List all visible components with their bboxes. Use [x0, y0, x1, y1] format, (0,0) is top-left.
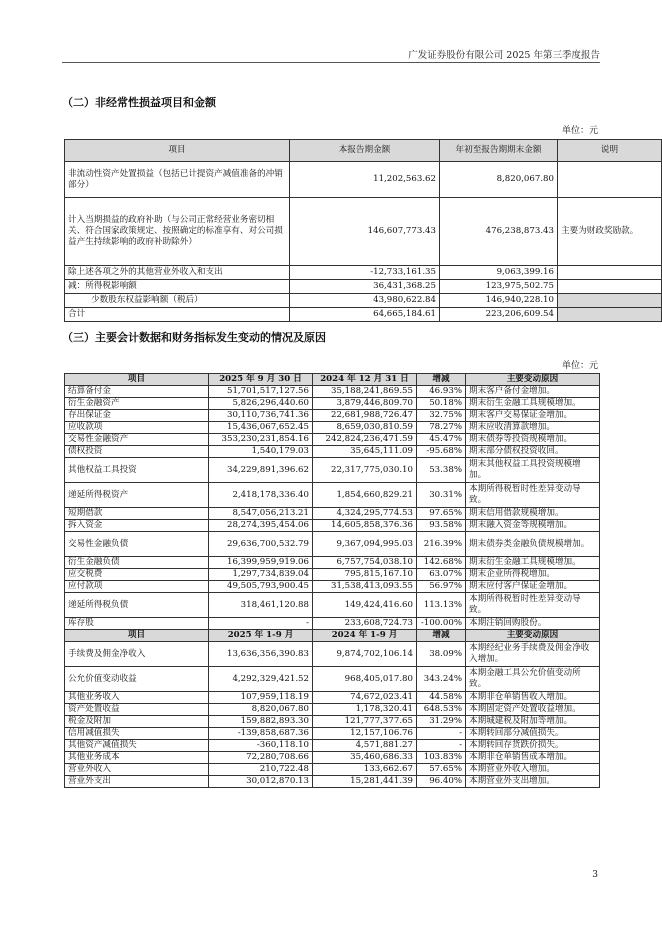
value-prior-cell: 31,538,413,093.55: [313, 581, 417, 593]
table-row: [65, 458, 600, 483]
table-row: [65, 716, 600, 728]
item-cell: 资产处置收益: [65, 704, 209, 716]
value-current-cell: -360,118.10: [209, 740, 313, 752]
table-row: [65, 280, 662, 294]
value-prior-cell: 22,317,775,030.10: [313, 458, 417, 483]
reason-cell: 期末其他权益工具投资规模增加。: [466, 458, 600, 483]
reason-cell: 期末衍生金融工具规模增加。: [466, 398, 600, 410]
value-current-cell: 4,292,329,421.52: [209, 667, 313, 692]
column-header: 说明: [558, 140, 662, 162]
item-cell: 信用减值损失: [65, 728, 209, 740]
table-header-row: [65, 374, 600, 386]
note-cell: [558, 162, 662, 198]
table-row: [65, 752, 600, 764]
table-row: [65, 581, 600, 593]
table-row: [65, 764, 600, 776]
value-current-cell: 159,882,893.30: [209, 716, 313, 728]
item-cell: 营业外收入: [65, 764, 209, 776]
change-cell: 78.27%: [417, 422, 466, 434]
table-row: [65, 386, 600, 398]
item-cell: 债权投资: [65, 446, 209, 458]
ytd-cell: 223,206,609.54: [440, 308, 558, 322]
reason-cell: 期末客户交易保证金增加。: [466, 410, 600, 422]
change-cell: 63.07%: [417, 569, 466, 581]
section3-title: （三）主要会计数据和财务指标发生变动的情况及原因: [62, 331, 326, 344]
column-header: 2025 年 1-9 月: [209, 630, 313, 642]
item-cell: 应付款项: [65, 581, 209, 593]
page-number: 3: [592, 870, 598, 880]
ytd-cell: 476,238,873.43: [440, 198, 558, 266]
change-cell: 343.24%: [417, 667, 466, 692]
value-prior-cell: 149,424,416.60: [313, 593, 417, 618]
column-header: 项目: [65, 140, 290, 162]
change-cell: 113.13%: [417, 593, 466, 618]
table-row: [65, 728, 600, 740]
reason-cell: 本期所得税暂时性差异变动导致。: [466, 593, 600, 618]
item-cell: 其他权益工具投资: [65, 458, 209, 483]
table-row: [65, 508, 600, 520]
value-prior-cell: 1,178,320.41: [313, 704, 417, 716]
value-prior-cell: 74,672,023.41: [313, 692, 417, 704]
ytd-cell: 8,820,067.80: [440, 162, 558, 198]
value-prior-cell: 35,188,241,869.55: [313, 386, 417, 398]
change-cell: 57.65%: [417, 764, 466, 776]
value-current-cell: 210,722.48: [209, 764, 313, 776]
table-row: [65, 557, 600, 569]
item-cell: 计入当期损益的政府补助（与公司正常经营业务密切相关、符合国家政策规定、按照确定的标准享有、对公司损益产生持续影响的政府补助除外）: [65, 198, 290, 266]
change-cell: 97.65%: [417, 508, 466, 520]
changes-table: [64, 373, 600, 788]
value-prior-cell: 9,367,094,995.03: [313, 532, 417, 557]
current-period-cell: 146,607,773.43: [290, 198, 440, 266]
table-row: [65, 162, 662, 198]
item-cell: 除上述各项之外的其他营业外收入和支出: [65, 266, 290, 280]
column-header: 年初至报告期期末金额: [440, 140, 558, 162]
change-cell: 53.38%: [417, 458, 466, 483]
reason-cell: 本期转回存货跌价损失。: [466, 740, 600, 752]
value-current-cell: 5,826,296,440.60: [209, 398, 313, 410]
table-row: [65, 483, 600, 508]
change-cell: 45.47%: [417, 434, 466, 446]
ytd-cell: 9,063,399.16: [440, 266, 558, 280]
value-prior-cell: 15,281,441.39: [313, 776, 417, 788]
item-cell: 衍生金融资产: [65, 398, 209, 410]
change-cell: 46.93%: [417, 386, 466, 398]
item-cell: 交易性金融资产: [65, 434, 209, 446]
value-current-cell: 318,461,120.88: [209, 593, 313, 618]
reason-cell: 本期所得税暂时性差异变动导致。: [466, 483, 600, 508]
item-cell: 其他业务收入: [65, 692, 209, 704]
item-cell: 库存股: [65, 618, 209, 630]
reason-cell: 本期营业外支出增加。: [466, 776, 600, 788]
item-cell: 其他业务成本: [65, 752, 209, 764]
table-row: [65, 520, 600, 532]
value-current-cell: 2,418,178,336.40: [209, 483, 313, 508]
table-row: [65, 569, 600, 581]
table-row: [65, 704, 600, 716]
item-cell: 递延所得税负债: [65, 593, 209, 618]
reason-cell: 本期金融工具公允价值变动所致。: [466, 667, 600, 692]
value-current-cell: 8,820,067.80: [209, 704, 313, 716]
column-header: 项目: [65, 374, 209, 386]
reason-cell: 期末部分债权投资收回。: [466, 446, 600, 458]
table-row: [65, 446, 600, 458]
value-prior-cell: 35,645,111.09: [313, 446, 417, 458]
reason-cell: 期末债券类金融负债规模增加。: [466, 532, 600, 557]
reason-cell: 本期注销回购股份。: [466, 618, 600, 630]
item-cell: 应收款项: [65, 422, 209, 434]
column-header: 主要变动原因: [466, 374, 600, 386]
note-cell: [558, 266, 662, 280]
column-header: 增减: [417, 374, 466, 386]
column-header: 项目: [65, 630, 209, 642]
item-cell: 递延所得税资产: [65, 483, 209, 508]
value-prior-cell: 3,879,446,809.70: [313, 398, 417, 410]
table-row: [65, 532, 600, 557]
item-cell: 合计: [65, 308, 290, 322]
reason-cell: 期末信用借款规模增加。: [466, 508, 600, 520]
value-prior-cell: 35,460,686.33: [313, 752, 417, 764]
note-cell: [558, 294, 662, 308]
change-cell: -100.00%: [417, 618, 466, 630]
table-row: [65, 266, 662, 280]
value-current-cell: 30,012,870.13: [209, 776, 313, 788]
value-prior-cell: 4,571,881.27: [313, 740, 417, 752]
column-header: 2024 年 1-9 月: [313, 630, 417, 642]
change-cell: 216.39%: [417, 532, 466, 557]
reason-cell: 期末应收清算款增加。: [466, 422, 600, 434]
reason-cell: 期末客户备付金增加。: [466, 386, 600, 398]
nonrecurring-table: [64, 139, 662, 322]
table-row: [65, 434, 600, 446]
value-current-cell: 353,230,231,854.16: [209, 434, 313, 446]
item-cell: 交易性金融负债: [65, 532, 209, 557]
current-period-cell: 64,665,184.61: [290, 308, 440, 322]
value-prior-cell: 242,824,236,471.59: [313, 434, 417, 446]
value-current-cell: 29,636,700,532.79: [209, 532, 313, 557]
change-cell: -95.68%: [417, 446, 466, 458]
value-current-cell: 1,540,179.03: [209, 446, 313, 458]
value-current-cell: 30,110,736,741.36: [209, 410, 313, 422]
value-current-cell: 51,701,517,127.56: [209, 386, 313, 398]
table-row: [65, 308, 662, 322]
change-cell: 103.83%: [417, 752, 466, 764]
value-prior-cell: 8,659,030,810.59: [313, 422, 417, 434]
current-period-cell: -12,733,161.35: [290, 266, 440, 280]
item-cell: 减：所得税影响额: [65, 280, 290, 294]
value-current-cell: 28,274,395,454.06: [209, 520, 313, 532]
value-current-cell: 15,436,067,652.45: [209, 422, 313, 434]
table-header-row: [65, 630, 600, 642]
value-current-cell: 1,297,734,839.04: [209, 569, 313, 581]
reason-cell: 本期固定资产处置收益增加。: [466, 704, 600, 716]
table-row: [65, 198, 662, 266]
change-cell: 32.75%: [417, 410, 466, 422]
reason-cell: 本期城建税及附加等增加。: [466, 716, 600, 728]
value-current-cell: 34,229,891,396.62: [209, 458, 313, 483]
reason-cell: 本期非仓单销售成本增加。: [466, 752, 600, 764]
item-cell: 短期借款: [65, 508, 209, 520]
table-row: [65, 776, 600, 788]
header-divider: [62, 62, 600, 63]
item-cell: 结算备付金: [65, 386, 209, 398]
value-prior-cell: 12,157,106.76: [313, 728, 417, 740]
table-row: [65, 593, 600, 618]
table-row: [65, 740, 600, 752]
current-period-cell: 11,202,563.62: [290, 162, 440, 198]
column-header: 2025 年 9 月 30 日: [209, 374, 313, 386]
reason-cell: 期末债券等投资规模增加。: [466, 434, 600, 446]
reason-cell: 本期营业外收入增加。: [466, 764, 600, 776]
value-current-cell: 107,959,118.19: [209, 692, 313, 704]
value-prior-cell: 4,324,295,774.53: [313, 508, 417, 520]
item-cell: 衍生金融负债: [65, 557, 209, 569]
change-cell: 648.53%: [417, 704, 466, 716]
column-header: 主要变动原因: [466, 630, 600, 642]
current-period-cell: 43,980,622.84: [290, 294, 440, 308]
value-prior-cell: 133,662.67: [313, 764, 417, 776]
value-current-cell: -139,858,687.36: [209, 728, 313, 740]
value-prior-cell: 233,608,724.73: [313, 618, 417, 630]
value-prior-cell: 14,605,858,376.36: [313, 520, 417, 532]
note-cell: [558, 280, 662, 294]
item-cell: 税金及附加: [65, 716, 209, 728]
value-current-cell: 13,636,356,390.83: [209, 642, 313, 667]
reason-cell: 期末应付客户保证金增加。: [466, 581, 600, 593]
item-cell: 应交税费: [65, 569, 209, 581]
change-cell: 50.18%: [417, 398, 466, 410]
item-cell: 其他资产减值损失: [65, 740, 209, 752]
change-cell: -: [417, 728, 466, 740]
reason-cell: 期末企业所得税增加。: [466, 569, 600, 581]
item-cell: 少数股东权益影响额（税后）: [65, 294, 290, 308]
note-cell: 主要为财政奖励款。: [558, 198, 662, 266]
value-current-cell: 49,505,793,900.45: [209, 581, 313, 593]
item-cell: 营业外支出: [65, 776, 209, 788]
value-prior-cell: 121,777,377.65: [313, 716, 417, 728]
value-prior-cell: 1,854,660,829.21: [313, 483, 417, 508]
table-row: [65, 692, 600, 704]
ytd-cell: 146,940,228.10: [440, 294, 558, 308]
reason-cell: 期末融入资金等规模增加。: [466, 520, 600, 532]
section2-unit: 单位：元: [561, 126, 598, 136]
table-row: [65, 667, 600, 692]
change-cell: 93.58%: [417, 520, 466, 532]
column-header: 本报告期金额: [290, 140, 440, 162]
change-cell: 31.29%: [417, 716, 466, 728]
value-prior-cell: 968,405,017.80: [313, 667, 417, 692]
value-prior-cell: 22,681,988,726.47: [313, 410, 417, 422]
section3-unit: 单位：元: [561, 361, 598, 371]
reason-cell: 本期经纪业务手续费及佣金净收入增加。: [466, 642, 600, 667]
change-cell: -: [417, 740, 466, 752]
change-cell: 38.09%: [417, 642, 466, 667]
change-cell: 56.97%: [417, 581, 466, 593]
table-row: [65, 410, 600, 422]
item-cell: 非流动性资产处置损益（包括已计提资产减值准备的冲销部分）: [65, 162, 290, 198]
table-row: [65, 422, 600, 434]
change-cell: 30.31%: [417, 483, 466, 508]
value-current-cell: 8,547,056,213.21: [209, 508, 313, 520]
item-cell: 拆入资金: [65, 520, 209, 532]
item-cell: 手续费及佣金净收入: [65, 642, 209, 667]
current-period-cell: 36,431,368.25: [290, 280, 440, 294]
value-prior-cell: 795,815,167.10: [313, 569, 417, 581]
change-cell: 142.68%: [417, 557, 466, 569]
value-prior-cell: 9,874,702,106.14: [313, 642, 417, 667]
value-current-cell: 16,399,959,919.06: [209, 557, 313, 569]
table-header-row: [65, 140, 662, 162]
section2-title: （二）非经常性损益项目和金额: [62, 96, 216, 109]
value-prior-cell: 6,757,754,038.10: [313, 557, 417, 569]
reason-cell: 本期转回部分减值损失。: [466, 728, 600, 740]
value-current-cell: -: [209, 618, 313, 630]
table-row: [65, 642, 600, 667]
reason-cell: 期末衍生金融工具规模增加。: [466, 557, 600, 569]
item-cell: 存出保证金: [65, 410, 209, 422]
value-current-cell: 72,280,708.66: [209, 752, 313, 764]
reason-cell: 本期非仓单销售收入增加。: [466, 692, 600, 704]
ytd-cell: 123,975,502.75: [440, 280, 558, 294]
table-row: [65, 294, 662, 308]
column-header: 2024 年 12 月 31 日: [313, 374, 417, 386]
column-header: 增减: [417, 630, 466, 642]
change-cell: 96.40%: [417, 776, 466, 788]
page-header: 广发证券股份有限公司 2025 年第三季度报告: [408, 50, 600, 61]
table-row: [65, 398, 600, 410]
item-cell: 公允价值变动收益: [65, 667, 209, 692]
change-cell: 44.58%: [417, 692, 466, 704]
table-row: [65, 618, 600, 630]
note-cell: [558, 308, 662, 322]
